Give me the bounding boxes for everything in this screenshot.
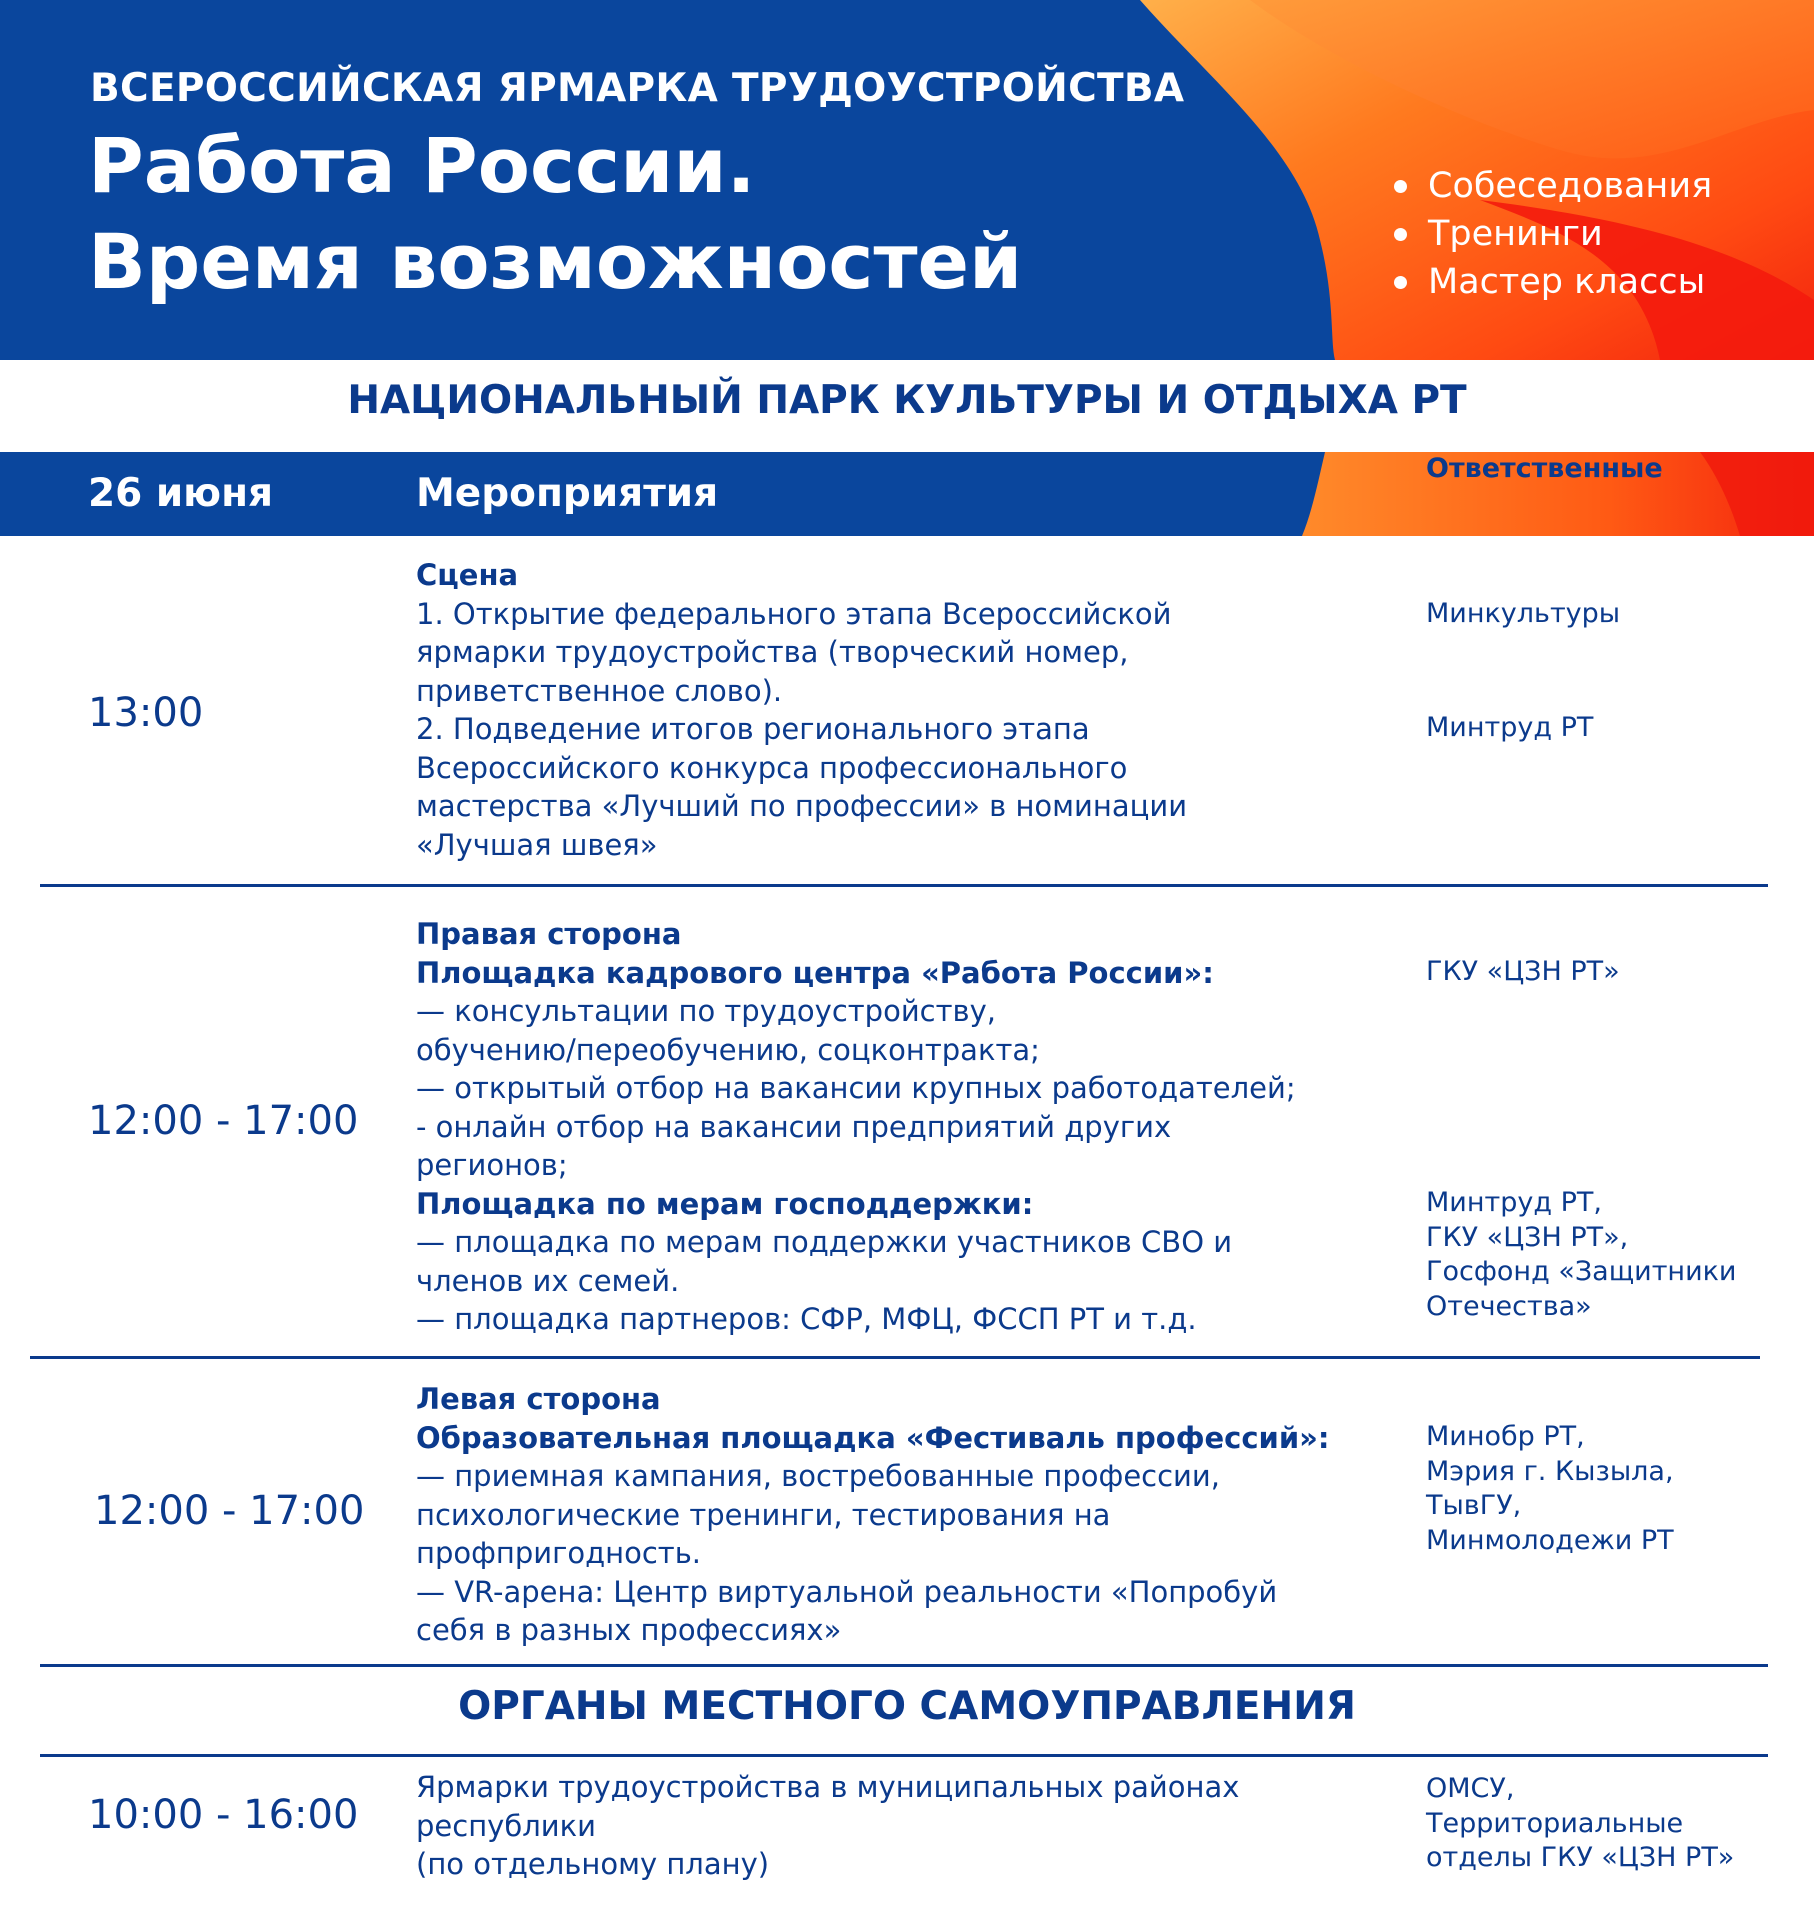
event-line: Правая сторона bbox=[416, 917, 682, 951]
column-responsible: Ответственные bbox=[1426, 453, 1663, 484]
column-events: Мероприятия bbox=[416, 471, 719, 516]
responsible-line: ОМСУ, bbox=[1426, 1773, 1515, 1804]
event-line: Сцена bbox=[416, 558, 519, 592]
event-title bbox=[88, 118, 1022, 310]
row-responsible bbox=[1426, 1420, 1796, 1558]
event-line: регионов; bbox=[416, 1148, 568, 1182]
responsible-line: Минобр РТ, bbox=[1426, 1421, 1585, 1452]
event-line: себя в разных профессиях» bbox=[416, 1613, 842, 1647]
venue-title: НАЦИОНАЛЬНЫЙ ПАРК КУЛЬТУРЫ И ОТДЫХА РТ bbox=[347, 378, 1467, 423]
row-time: 12:00 - 17:00 bbox=[88, 1098, 359, 1144]
event-line: - онлайн отбор на вакансии предприятий других bbox=[416, 1109, 1172, 1144]
responsible-line: Минкультуры bbox=[1426, 598, 1621, 629]
responsible-line: Мэрия г. Кызыла, bbox=[1426, 1455, 1674, 1487]
event-line: — VR-арена: Центр виртуальной реальности «Попробуй bbox=[416, 1574, 1278, 1609]
responsible-line: ГКУ «ЦЗН РТ», bbox=[1426, 1221, 1629, 1253]
column-date: 26 июня bbox=[88, 471, 274, 516]
event-line: обучению/переобучению, соцконтракта; bbox=[416, 1032, 1040, 1067]
responsible-line: Минмолодежи РТ bbox=[1426, 1524, 1674, 1556]
event-line: Левая сторона bbox=[416, 1382, 661, 1416]
responsible-line: отделы ГКУ «ЦЗН РТ» bbox=[1426, 1842, 1735, 1873]
row-events bbox=[416, 915, 1416, 1339]
row-time: 10:00 - 16:00 bbox=[88, 1792, 359, 1838]
row-events bbox=[416, 556, 1416, 864]
event-line: Площадка по мерам господдержки: bbox=[416, 1186, 1034, 1221]
row-divider bbox=[30, 1356, 1760, 1359]
row-responsible bbox=[1426, 597, 1796, 632]
event-title-line-2: Время возможностей bbox=[88, 217, 1023, 306]
event-title-line-1: Работа России. bbox=[88, 121, 756, 210]
event-line: 2. Подведение итогов регионального этапа bbox=[416, 712, 1090, 746]
event-line: Всероссийского конкурса профессионального bbox=[416, 750, 1128, 785]
responsible-line: Минтруд РТ, bbox=[1426, 1187, 1602, 1218]
event-line: — открытый отбор на вакансии крупных работодателей; bbox=[416, 1071, 1296, 1105]
section-divider bbox=[40, 1754, 1768, 1757]
event-line: мастерства «Лучший по профессии» в номинации bbox=[416, 789, 1188, 823]
row-time: 13:00 bbox=[88, 690, 204, 736]
responsible-line: Территориальные bbox=[1426, 1807, 1684, 1839]
responsible-line: ГКУ «ЦЗН РТ» bbox=[1426, 956, 1620, 987]
event-line: Ярмарки трудоустройства в муниципальных районах bbox=[416, 1770, 1240, 1804]
event-line: Образовательная площадка «Фестиваль профессий»: bbox=[416, 1420, 1330, 1455]
row-responsible bbox=[1426, 1186, 1796, 1324]
event-line: приветственное слово). bbox=[416, 673, 783, 708]
row-responsible bbox=[1426, 711, 1796, 746]
row-divider bbox=[40, 1664, 1768, 1667]
format-item: Собеседования bbox=[1390, 162, 1712, 210]
event-line: членов их семей. bbox=[416, 1263, 680, 1298]
event-kicker: ВСЕРОССИЙСКАЯ ЯРМАРКА ТРУДОУСТРОЙСТВА bbox=[90, 66, 1185, 111]
responsible-line: Минтруд РТ bbox=[1426, 712, 1594, 743]
row-time: 12:00 - 17:00 bbox=[94, 1488, 365, 1534]
event-line: — консультации по трудоустройству, bbox=[416, 994, 996, 1028]
responsible-line: Госфонд «Защитники bbox=[1426, 1256, 1737, 1287]
event-line: республики bbox=[416, 1808, 596, 1843]
event-line: (по отдельному плану) bbox=[416, 1847, 770, 1881]
section-title: ОРГАНЫ МЕСТНОГО САМОУПРАВЛЕНИЯ bbox=[458, 1684, 1356, 1729]
event-line: Площадка кадрового центра «Работа России»: bbox=[416, 955, 1214, 990]
format-item: Мастер классы bbox=[1390, 258, 1712, 306]
row-events bbox=[416, 1380, 1416, 1650]
responsible-line: ТывГУ, bbox=[1426, 1490, 1522, 1521]
row-responsible bbox=[1426, 955, 1796, 990]
header-banner bbox=[0, 0, 1814, 360]
event-line: 1. Открытие федерального этапа Всероссийской bbox=[416, 596, 1172, 631]
row-responsible bbox=[1426, 1772, 1796, 1876]
format-item: Тренинги bbox=[1390, 210, 1712, 258]
event-line: профпригодность. bbox=[416, 1536, 702, 1570]
schedule-column-header bbox=[0, 452, 1814, 536]
event-line: — площадка партнеров: СФР, МФЦ, ФССП РТ и т.д. bbox=[416, 1302, 1197, 1336]
event-line: психологические тренинги, тестирования на bbox=[416, 1497, 1111, 1532]
event-line: — приемная кампания, востребованные профессии, bbox=[416, 1459, 1220, 1493]
format-list bbox=[1390, 162, 1712, 306]
responsible-line: Отечества» bbox=[1426, 1290, 1592, 1322]
event-line: ярмарки трудоустройства (творческий номер, bbox=[416, 635, 1129, 669]
event-line: «Лучшая швея» bbox=[416, 827, 658, 862]
row-events bbox=[416, 1768, 1416, 1884]
event-line: — площадка по мерам поддержки участников СВО и bbox=[416, 1225, 1233, 1259]
row-divider bbox=[40, 884, 1768, 887]
